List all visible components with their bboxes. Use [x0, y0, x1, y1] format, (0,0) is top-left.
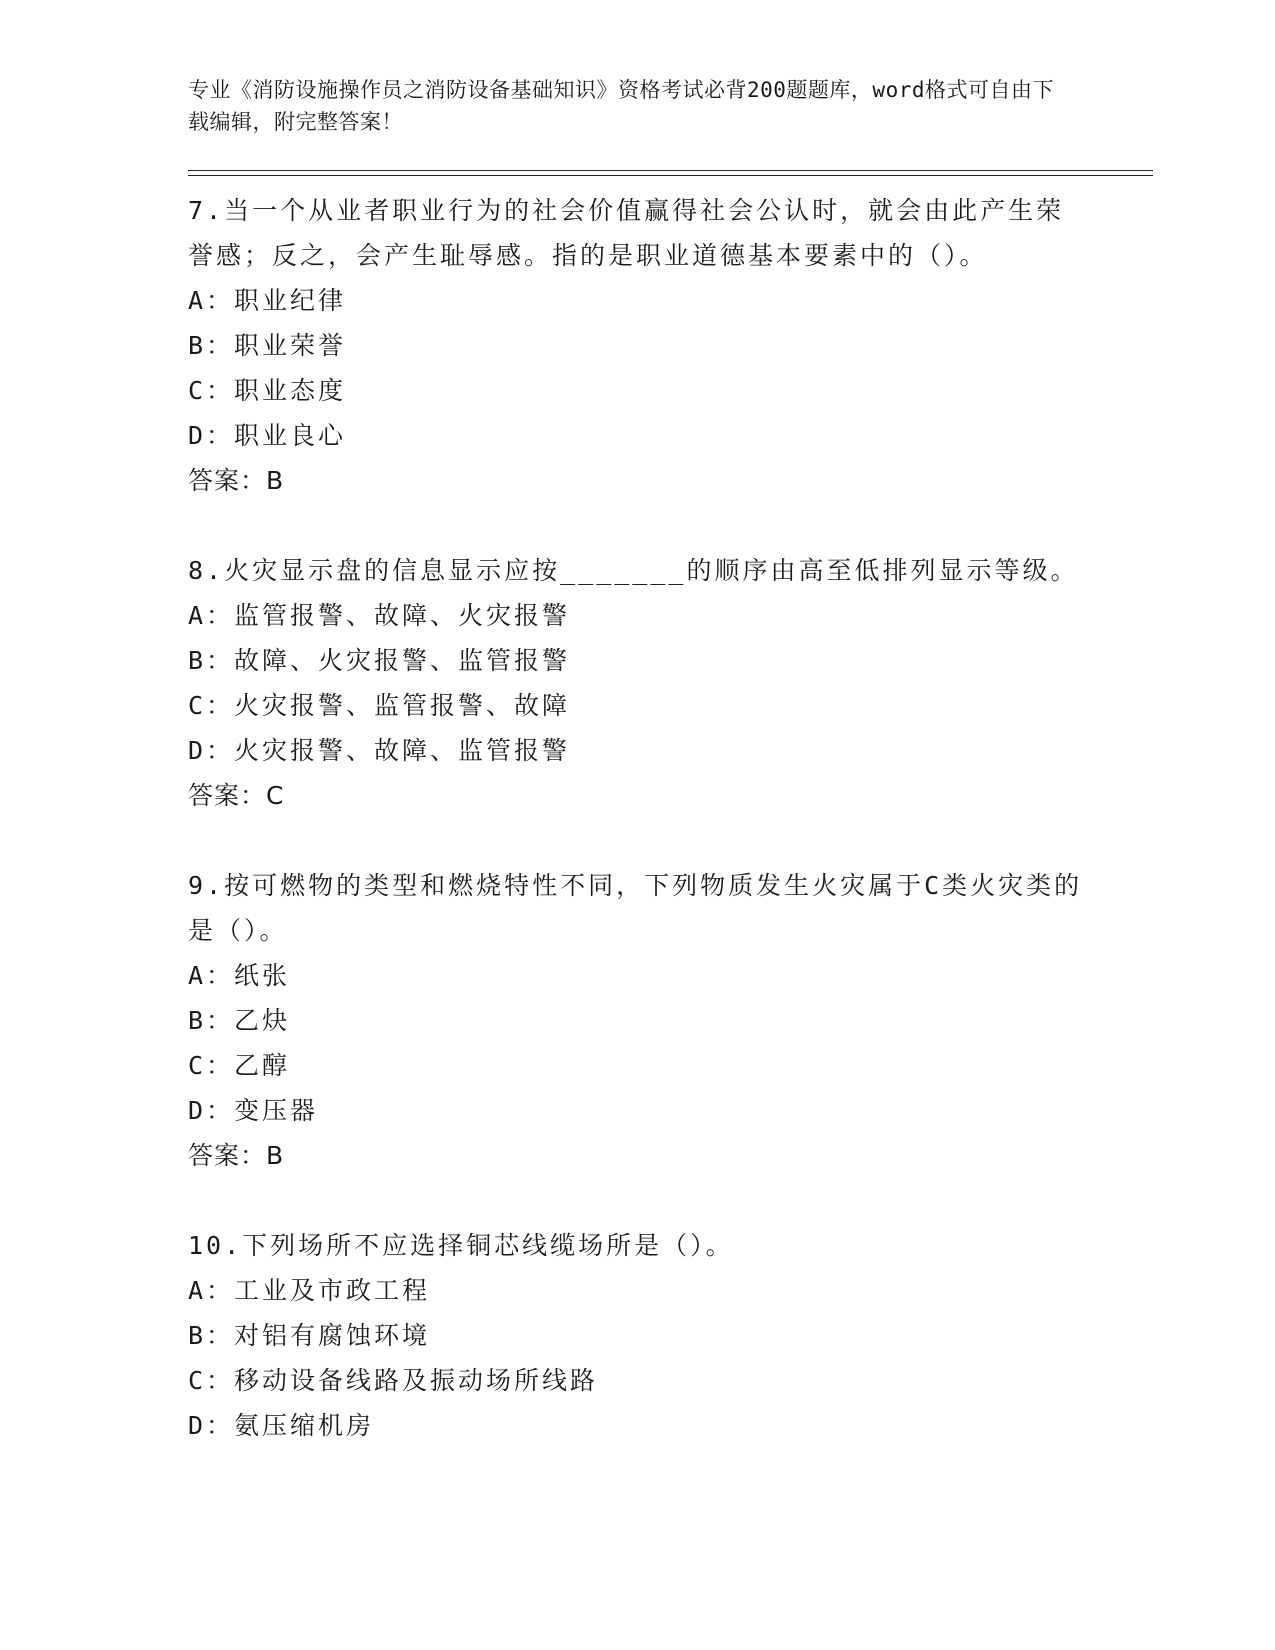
option-d: D：火灾报警、故障、监管报警	[188, 736, 571, 765]
answer-text: 答案：C	[188, 781, 285, 810]
question-list	[188, 188, 1088, 1493]
question-item	[188, 863, 1088, 1178]
question-item	[188, 1223, 1088, 1448]
question-item	[188, 188, 1088, 503]
option-a: A：纸张	[188, 961, 291, 990]
header-divider-top	[188, 170, 1153, 171]
question-text: 8.火灾显示盘的信息显示应按_______的顺序由高至低排列显示等级。	[188, 556, 1079, 585]
option-c: C：乙醇	[188, 1051, 291, 1080]
question-text: 7.当一个从业者职业行为的社会价值赢得社会公认时，就会由此产生荣誉感；反之，会产生耻辱感。指的是职业道德基本要素中的（）。	[188, 196, 1065, 270]
option-b: B：职业荣誉	[188, 331, 347, 360]
header-text: 专业《消防设施操作员之消防设备基础知识》资格考试必背200题题库，word格式可自由下载编辑，附完整答案！	[188, 78, 1054, 134]
question-text: 10.下列场所不应选择铜芯线缆场所是（）。	[188, 1231, 734, 1260]
option-c: C：火灾报警、监管报警、故障	[188, 691, 571, 720]
option-a: A：工业及市政工程	[188, 1276, 431, 1305]
option-b: B：乙炔	[188, 1006, 291, 1035]
option-c: C：职业态度	[188, 376, 347, 405]
option-b: B：故障、火灾报警、监管报警	[188, 646, 571, 675]
option-a: A：职业纪律	[188, 286, 347, 315]
answer-text: 答案：B	[188, 1141, 285, 1170]
option-d: D：职业良心	[188, 421, 347, 450]
option-d: D：变压器	[188, 1096, 319, 1125]
option-c: C：移动设备线路及振动场所线路	[188, 1366, 599, 1395]
option-d: D：氨压缩机房	[188, 1411, 375, 1440]
question-text: 9.按可燃物的类型和燃烧特性不同，下列物质发生火灾属于C类火灾类的是（）。	[188, 871, 1083, 945]
option-b: B：对铝有腐蚀环境	[188, 1321, 431, 1350]
option-a: A：监管报警、故障、火灾报警	[188, 601, 571, 630]
header-divider-bottom	[188, 175, 1153, 176]
document-header	[188, 74, 1068, 138]
answer-text: 答案：B	[188, 466, 285, 495]
question-item	[188, 548, 1088, 818]
